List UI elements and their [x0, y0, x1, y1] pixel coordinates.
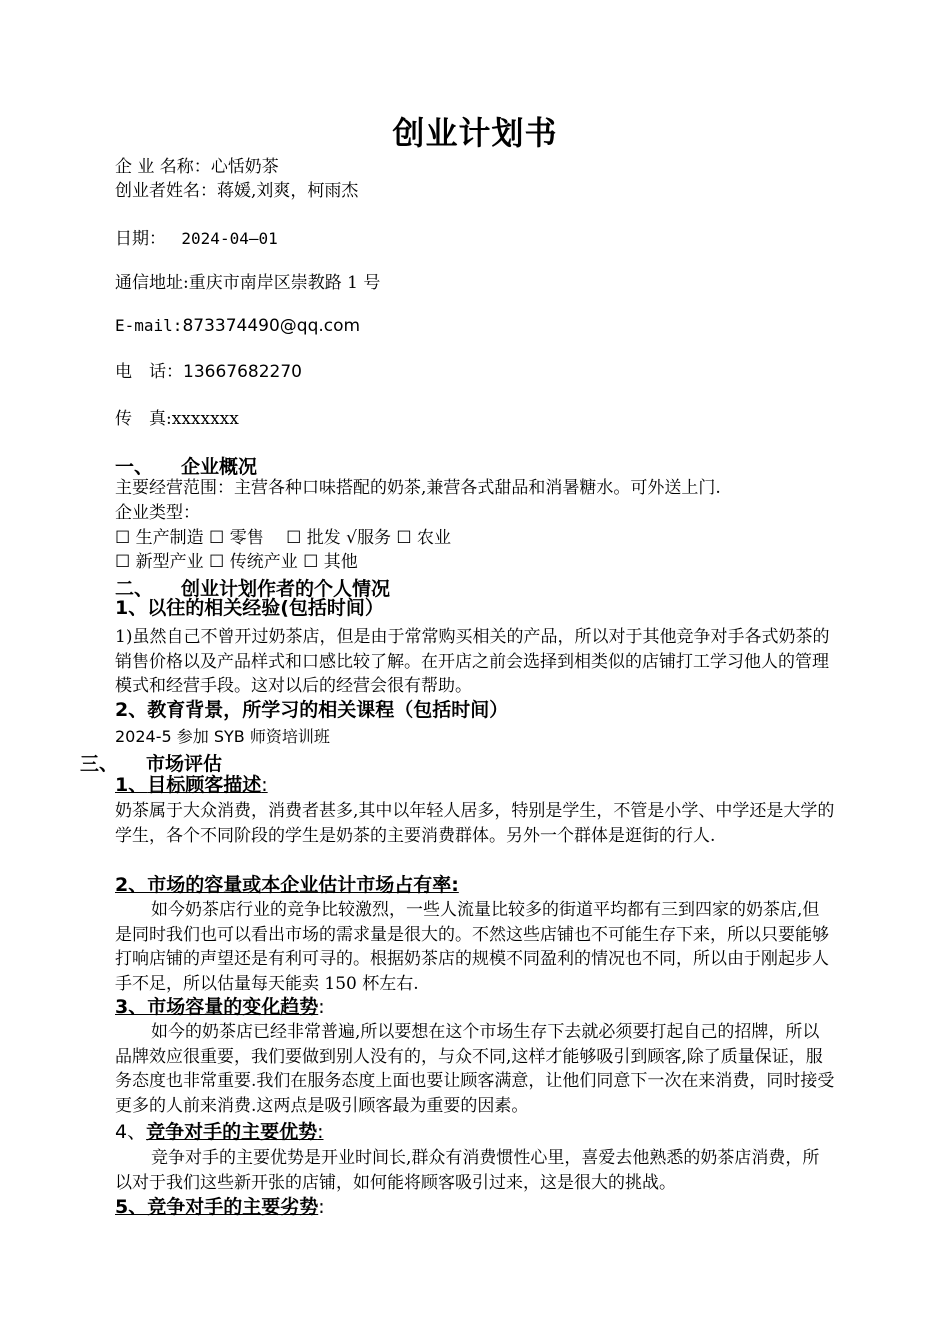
address-label: 通信地址:: [115, 273, 189, 293]
section1-title: 企业概况: [181, 456, 258, 478]
company-type-options-row1: ☐ 生产制造 ☐ 零售 ☐ 批发 √服务 ☐ 农业: [115, 528, 452, 548]
email-value: 873374490@qq.com: [182, 316, 361, 336]
section3-sub1-text: 奶茶属于大众消费，消费者甚多,其中以年轻人居多，特别是学生，不管是小学、中学还是大学的学生，各个不同阶段的学生是奶茶的主要消费群体。另外一个群体是逛街的行人.: [115, 801, 835, 846]
section3-sub4-heading: [115, 1121, 324, 1143]
section3-number: 三、: [80, 753, 119, 775]
section3-sub3-text: 如今的奶茶店已经非常普遍,所以要想在这个市场生存下去就必须要打起自己的招牌，所以品牌效应很重要，我们要做到别人没有的，与众不同,这样才能够吸引到顾客,除了质量保证，服务态度也非常重要.我们在服务态度上面也要让顾客满意，让他们同意下一次在来消费，同时接受更多的人前来消费.这两点是吸引顾客最为重要的因素。: [115, 1022, 835, 1116]
company-type-options-row2: ☐ 新型产业 ☐ 传统产业 ☐ 其他: [115, 552, 358, 572]
section2-title: 创业计划作者的个人情况: [181, 578, 391, 600]
section3-heading: [80, 749, 222, 776]
section3-sub4-title: 竞争对手的主要优势: [146, 1121, 318, 1143]
phone-label: 电 话：: [115, 362, 183, 382]
date-line: [115, 228, 278, 250]
section3-sub4-prefix: 4、: [115, 1121, 147, 1143]
document-title: 创业计划书: [392, 114, 558, 152]
company-type-label: 企业类型：: [115, 503, 200, 523]
section3-sub4-text: 竞争对手的主要优势是开业时间长,群众有消费惯性心里，喜爱去他熟悉的奶茶店消费，所以对于我们这些新开张的店铺，如何能将顾客吸引过来，这是很大的挑战。: [115, 1148, 820, 1193]
section3-sub2-text: 如今奶茶店行业的竞争比较激烈，一些人流量比较多的街道平均都有三到四家的奶茶店,但是同时我们也可以看出市场的需求量是很大的。不然这些店铺也不可能生存下来，所以只要能够打响店铺的声望还是有利可寻的。根据奶茶店的规模不同盈利的情况也不同，所以由于刚起步人手不足，所以估量每天能卖 150 杯左右.: [115, 900, 829, 994]
section3-sub1-suffix: :: [261, 774, 268, 796]
company-name-label: 企 业 名称：: [115, 157, 211, 177]
section3-sub1-heading: [115, 774, 268, 796]
phone-line: [115, 361, 302, 383]
phone-value: 13667682270: [183, 362, 302, 382]
email-label: E-mail:: [115, 316, 183, 335]
company-name-value: 心恬奶茶: [210, 157, 279, 177]
section2-sub1-title: 1、以往的相关经验(包括时间）: [115, 597, 384, 619]
section3-sub5-heading: [115, 1196, 325, 1218]
section3-sub1-prefix: 1、: [115, 774, 148, 796]
date-label: 日期：: [115, 229, 166, 249]
section3-sub3-heading: [115, 996, 325, 1018]
section2-number: 二、: [115, 578, 154, 600]
section3-sub1-title: 目标顾客描述: [147, 774, 262, 796]
section3-sub5-title: 5、竞争对手的主要劣势: [115, 1196, 319, 1218]
founders-line: [115, 180, 358, 202]
section3-sub3-title: 3、市场容量的变化趋势: [115, 996, 319, 1018]
email-line: [115, 315, 360, 337]
date-value: 2024-04—01: [181, 229, 278, 248]
section3-sub5-suffix: :: [318, 1196, 325, 1218]
section2-sub1-text: 1)虽然自己不曾开过奶茶店，但是由于常常购买相关的产品，所以对于其他竞争对手各式奶茶的销售价格以及产品样式和口感比较了解。在开店之前会选择到相类似的店铺打工学习他人的管理模式和经营手段。这对以后的经营会很有帮助。: [115, 627, 830, 696]
section3-sub2-title: 2、市场的容量或本企业估计市场占有率:: [115, 874, 459, 896]
section3-sub3-suffix: :: [318, 996, 325, 1018]
fax-value: xxxxxxx: [171, 409, 239, 429]
section3-sub4-suffix: :: [317, 1121, 324, 1143]
founders-value: 蒋媛,刘爽，柯雨杰: [217, 181, 359, 201]
founders-label: 创业者姓名：: [115, 181, 217, 201]
section1-heading: [115, 452, 257, 479]
section2-sub2-title: 2、教育背景，所学习的相关课程（包括时间）: [115, 699, 509, 721]
address-line: [115, 272, 380, 294]
fax-line: [115, 408, 239, 430]
address-value: 重庆市南岸区崇教路 1 号: [188, 273, 381, 293]
company-name-line: [115, 156, 279, 178]
section1-number: 一、: [115, 456, 154, 478]
section2-sub2-text: 2024-5 参加 SYB 师资培训班: [115, 727, 330, 746]
section3-title: 市场评估: [146, 753, 223, 775]
business-scope: 主要经营范围：主营各种口味搭配的奶茶,兼营各式甜品和消暑糖水。可外送上门.: [115, 478, 721, 498]
fax-label: 传 真:: [115, 409, 172, 429]
